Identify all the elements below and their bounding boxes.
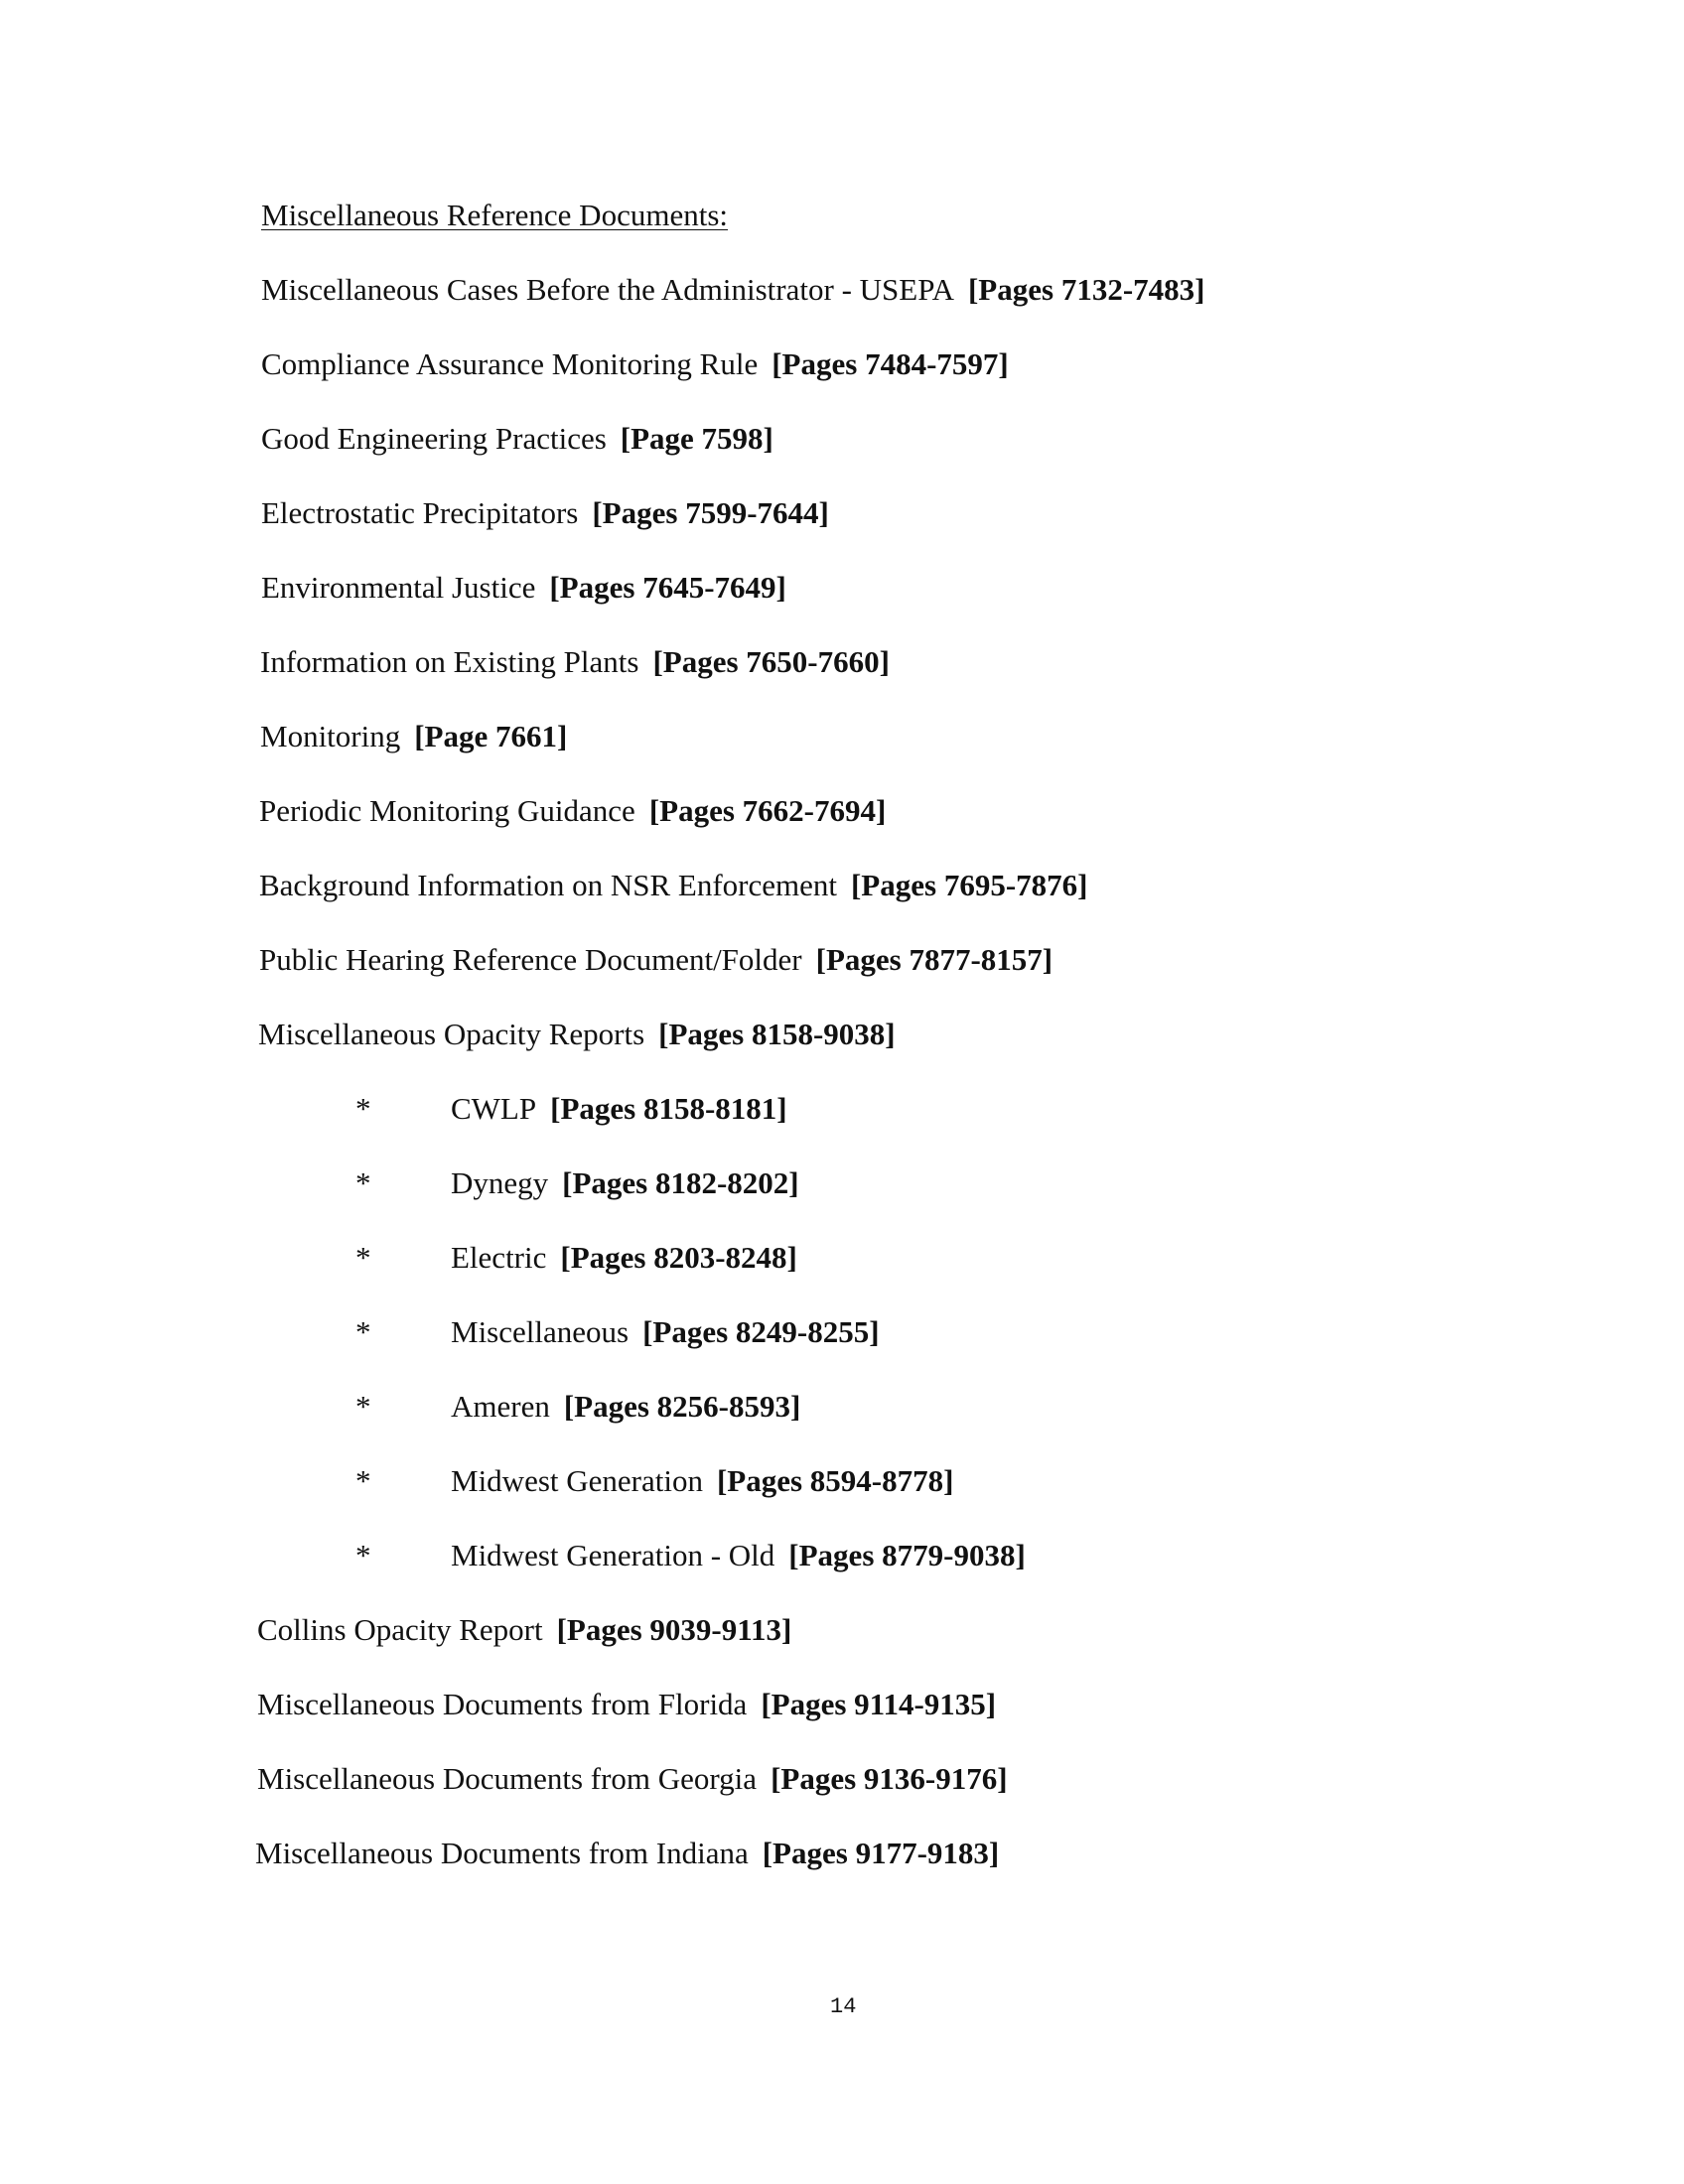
list-item <box>259 940 1052 980</box>
entry-label: Environmental Justice <box>261 570 536 605</box>
list-item <box>261 344 1009 384</box>
entry-pages: [Pages 8594-8778] <box>716 1463 954 1498</box>
entry-label: Miscellaneous Documents from Georgia <box>257 1761 758 1796</box>
entry-pages: [Pages 7132-7483] <box>967 272 1205 307</box>
bullet-asterisk: * <box>355 1240 371 1275</box>
bullet-asterisk: * <box>355 1463 371 1498</box>
entry-pages: [Pages 7650-7660] <box>652 644 890 679</box>
entry-pages: [Pages 8158-8181] <box>550 1091 787 1126</box>
list-item <box>257 1759 1008 1799</box>
entry-label: Periodic Monitoring Guidance <box>259 793 635 828</box>
bullet-asterisk: * <box>355 1538 371 1572</box>
list-item <box>261 270 1204 310</box>
bullet-asterisk: * <box>355 1091 371 1126</box>
entry-pages: [Pages 8182-8202] <box>562 1165 799 1200</box>
entry-pages: [Pages 7484-7597] <box>772 346 1009 381</box>
list-item <box>260 642 890 682</box>
entry-label: Ameren <box>451 1389 550 1424</box>
entry-label: Electric <box>451 1240 547 1275</box>
entry-label: Information on Existing Plants <box>260 644 639 679</box>
entry-pages: [Pages 7695-7876] <box>850 868 1088 902</box>
entry-label: Midwest Generation <box>451 1463 703 1498</box>
entry-label: Miscellaneous Opacity Reports <box>258 1017 645 1051</box>
entry-label: Background Information on NSR Enforcement <box>259 868 837 902</box>
sub-list-item <box>355 1461 1249 1501</box>
entry-label: Electrostatic Precipitators <box>261 495 579 530</box>
entry-label: Miscellaneous Documents from Indiana <box>255 1836 749 1870</box>
section-heading: Miscellaneous Reference Documents: <box>261 198 728 232</box>
entry-label: Miscellaneous <box>451 1314 630 1349</box>
bullet-asterisk: * <box>355 1314 371 1349</box>
entry-label: Collins Opacity Report <box>257 1612 543 1647</box>
entry-pages: [Pages 9039-9113] <box>556 1612 792 1647</box>
entry-label: Compliance Assurance Monitoring Rule <box>261 346 759 381</box>
entry-pages: [Pages 9136-9176] <box>771 1761 1008 1796</box>
entry-pages: [Page 7598] <box>620 421 773 456</box>
entry-label: Dynegy <box>451 1165 549 1200</box>
entry-label: Midwest Generation - Old <box>451 1538 775 1572</box>
entry-pages: [Pages 8249-8255] <box>642 1314 880 1349</box>
list-item <box>255 1834 999 1873</box>
bullet-asterisk: * <box>355 1165 371 1200</box>
list-item <box>260 717 567 756</box>
list-item <box>261 419 773 459</box>
entry-pages: [Pages 9114-9135] <box>761 1687 997 1721</box>
list-item <box>261 493 829 533</box>
entry-pages: [Pages 8203-8248] <box>560 1240 797 1275</box>
entry-label: Miscellaneous Documents from Florida <box>257 1687 748 1721</box>
sub-list-item <box>355 1089 1249 1129</box>
entry-pages: [Pages 8256-8593] <box>563 1389 801 1424</box>
entry-label: Good Engineering Practices <box>261 421 607 456</box>
entry-pages: [Pages 7599-7644] <box>592 495 829 530</box>
entry-label: Monitoring <box>260 719 401 753</box>
sub-list-item <box>355 1163 1249 1203</box>
entry-pages: [Pages 7877-8157] <box>815 942 1053 977</box>
page-number-text: 14 <box>830 1994 857 2019</box>
entry-pages: [Pages 8779-9038] <box>788 1538 1026 1572</box>
entry-pages: [Pages 7645-7649] <box>549 570 786 605</box>
sub-list-item <box>355 1238 1249 1278</box>
entry-label: CWLP <box>451 1091 537 1126</box>
sub-list-item <box>355 1312 1249 1352</box>
entry-pages: [Pages 9177-9183] <box>762 1836 1000 1870</box>
sub-list-item <box>355 1536 1249 1575</box>
bullet-asterisk: * <box>355 1389 371 1424</box>
list-item <box>257 1685 996 1724</box>
entry-pages: [Page 7661] <box>414 719 568 753</box>
list-item <box>258 1015 896 1054</box>
list-item <box>257 1610 791 1650</box>
list-item <box>261 568 786 608</box>
entry-label: Public Hearing Reference Document/Folder <box>259 942 802 977</box>
entry-label: Miscellaneous Cases Before the Administrator - USEPA <box>261 272 954 307</box>
entry-pages: [Pages 7662-7694] <box>648 793 887 828</box>
list-item <box>259 866 1087 905</box>
sub-list-item <box>355 1387 1249 1427</box>
list-item <box>259 791 886 831</box>
entry-pages: [Pages 8158-9038] <box>658 1017 896 1051</box>
